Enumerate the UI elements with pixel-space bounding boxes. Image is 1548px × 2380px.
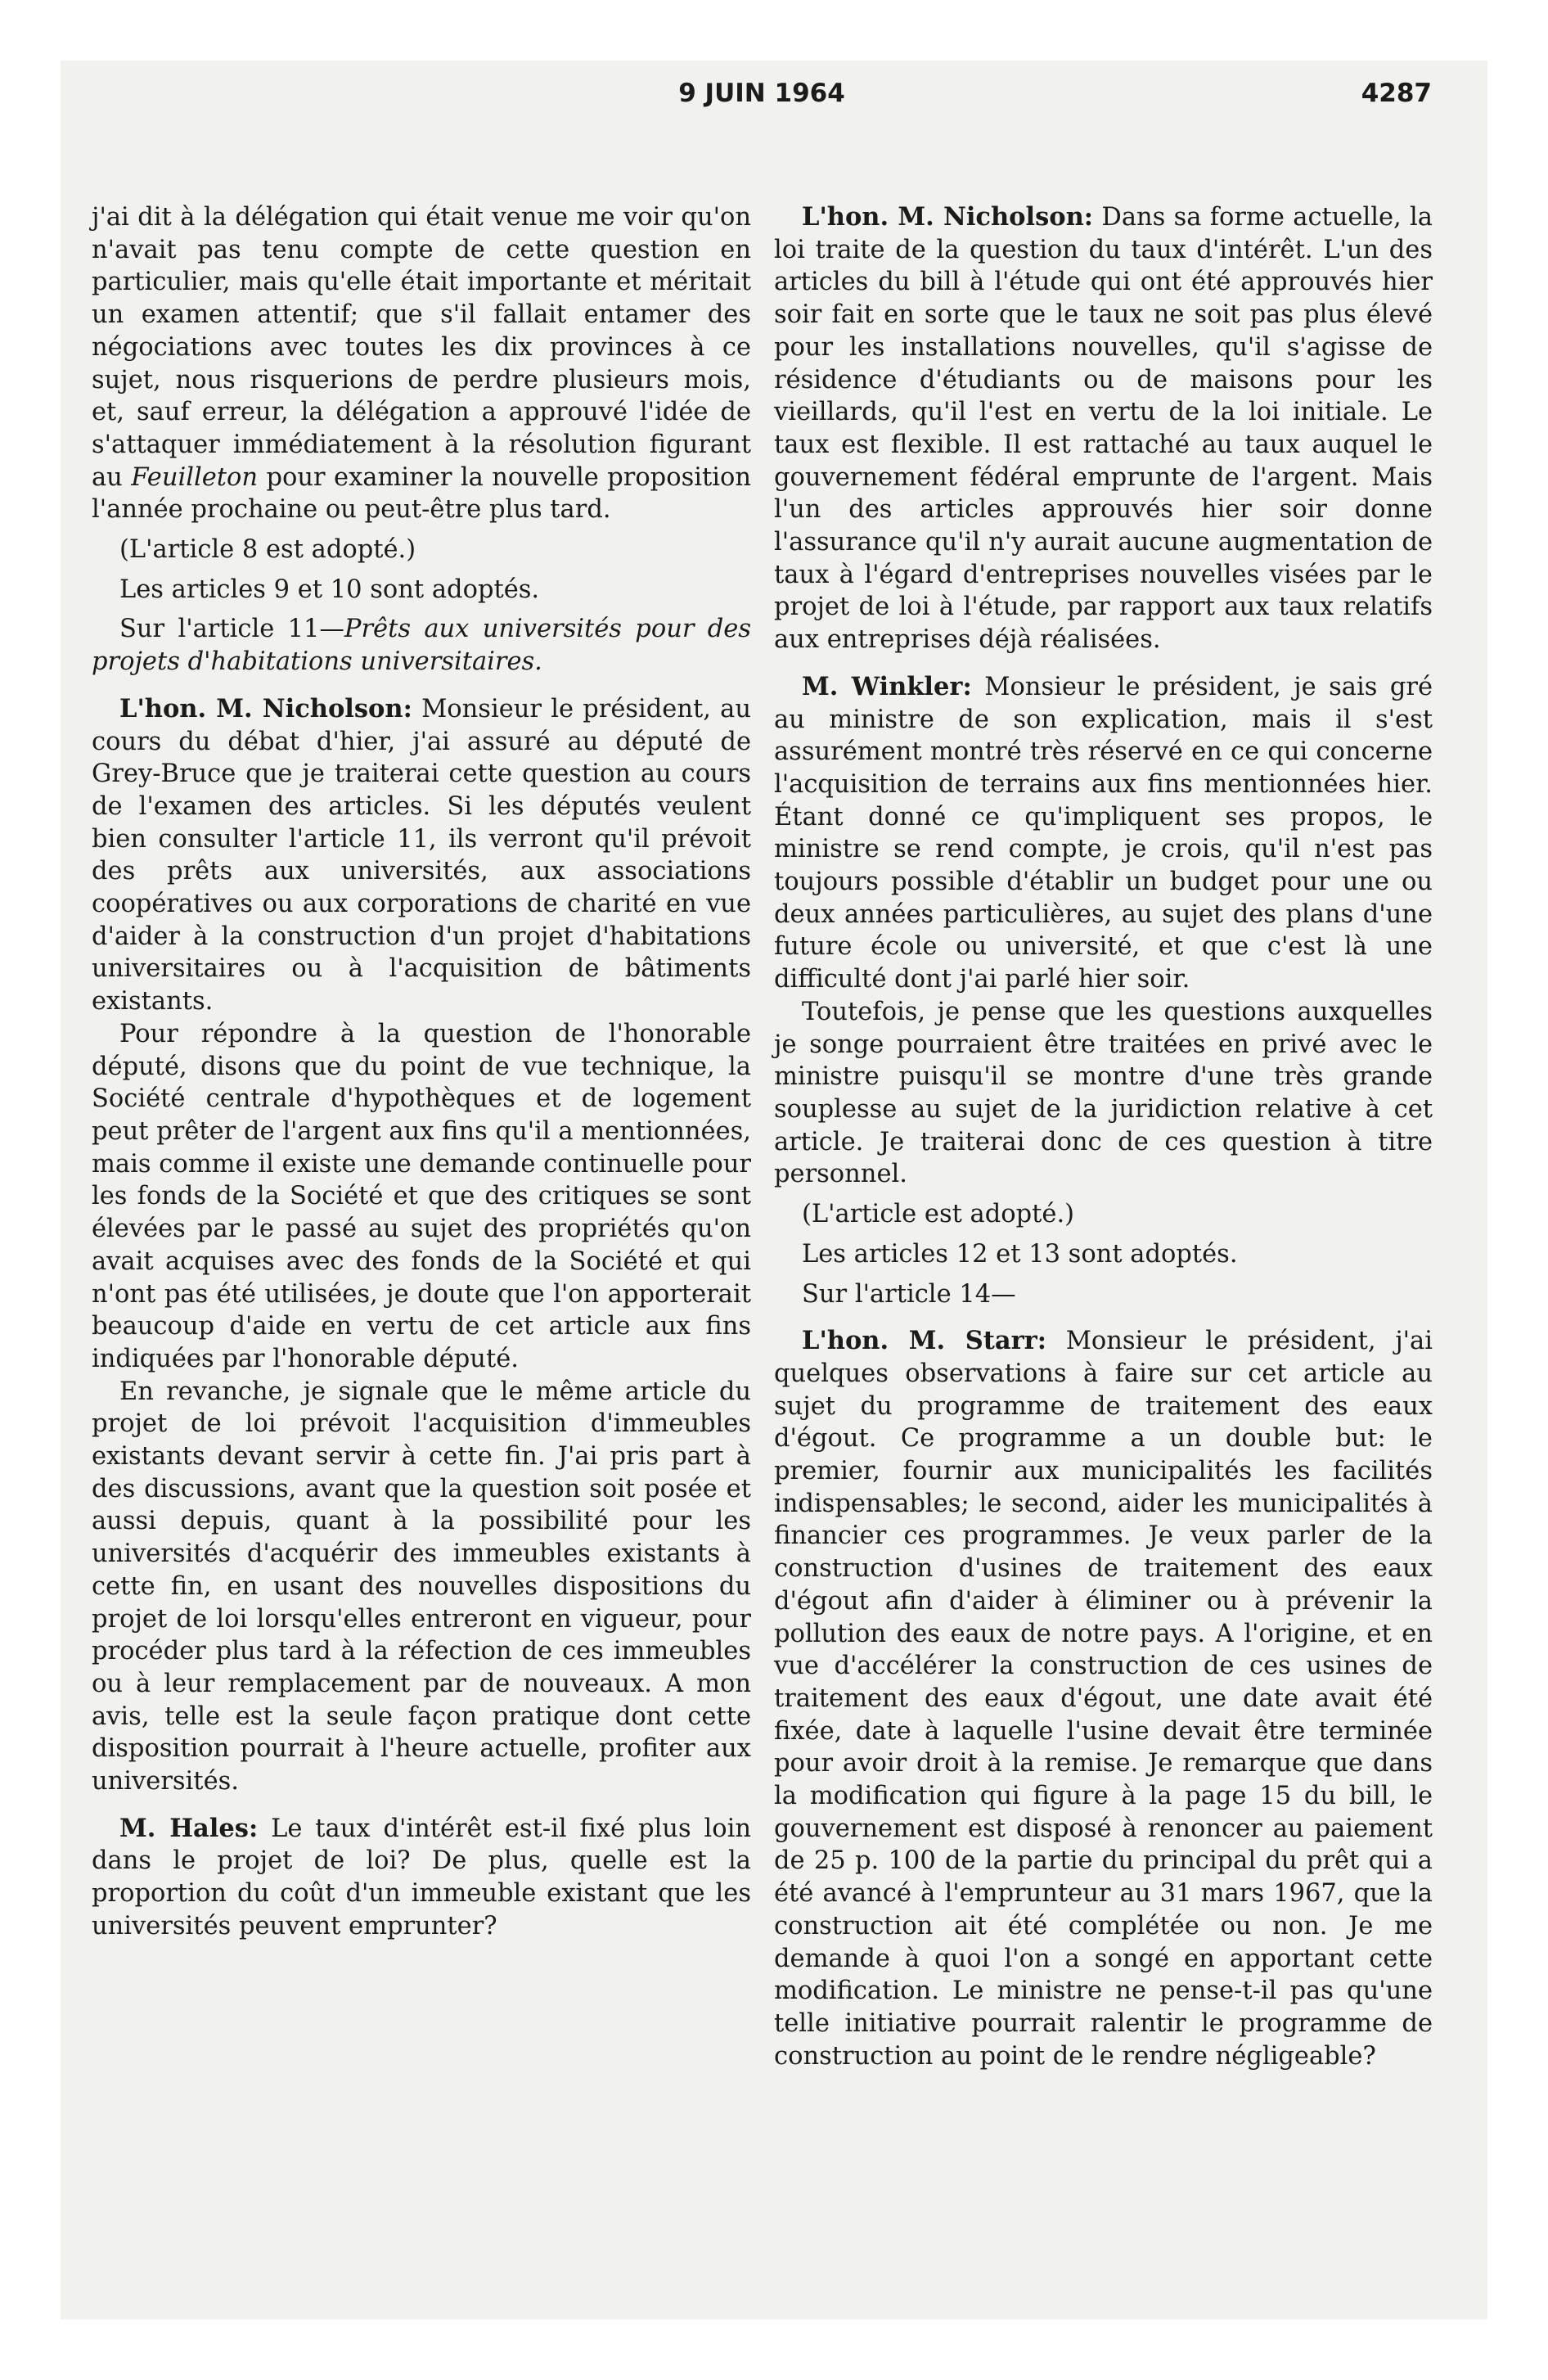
paragraph: En revanche, je signale que le même article du projet de loi prévoit l'acquisition d'immeubles existants devant servir à cette fin. J'ai pris part à des discussions, avant que la question soit posée et aussi depuis, quant à la possibilité pour les universités d'acquérir des immeubles existants à cette fin, en usant des nouvelles dispositions du projet de loi lorsqu'elles entreront en vigueur, pour procéder plus tard à la réfection de ces immeubles ou à leur remplacement par de nouveaux. A mon avis, telle est la seule façon pratique dont cette disposition pourrait à l'heure actuelle, profiter aux universités. (92, 1377, 751, 1796)
page-header (92, 79, 1432, 119)
left-column (92, 201, 751, 1943)
speaker-name: M. Hales: (119, 1813, 259, 1843)
paragraph-text: Monsieur le président, j'ai quelques observations à faire sur cet article au sujet du programme de traitement des eaux d'égout. Ce programme a un double but: le premier, fournir aux municipalités les facilités indispensables; le second, aider les municipalités à financier ces programmes. Je veux parler de la construction d'usines de traitement des eaux d'égout afin d'aider à éliminer ou à prévenir la pollution des eaux de notre pays. A l'origine, et en vue d'accélérer la construction de ces usines de traitement des eaux d'égout, une date avait été fixée, date à laquelle l'usine devait être terminée pour avoir droit à la remise. Je remarque que dans la modification qui figure à la page 15 du bill, le gouvernement est disposé à renoncer au paiement de 25 p. 100 de la partie du principal du prêt qui a été avancé à l'emprunteur au 31 mars 1967, que la construction ait été complétée ou non. Je me demande à quoi l'on a songé en apportant cette modification. Le ministre ne pense-t-il pas qu'une telle initiative pourrait ralentir le programme de construction au point de le rendre négligeable? (774, 1327, 1433, 2071)
speaker-name: L'hon. M. Nicholson: (119, 693, 412, 723)
paragraph-text: Sur l'article 11— (119, 615, 344, 644)
right-column (774, 201, 1433, 2072)
italic-title: Feuilleton (131, 462, 259, 492)
page-number: 4287 (1361, 79, 1432, 108)
paragraph (774, 1325, 1433, 2072)
paragraph: (L'article 8 est adopté.) (119, 535, 416, 565)
paragraph-text: Le taux d'intérêt est-il fixé plus loin dans le projet de loi? De plus, quelle est la proportion du coût d'un immeuble existant que les universités peuvent emprunter? (92, 1814, 752, 1941)
paragraph: Pour répondre à la question de l'honorable député, disons que du point de vue technique, la Société centrale d'hypothèques et de logement peut prêter de l'argent aux fins qu'il a mentionnées, mais comme il existe une demande continuelle pour les fonds de la Société et que des critiques se sont élevées par le passé au sujet des propriétés qu'on avait acquises avec des fonds de la Société et qui n'ont pas été utilisées, je doute que l'on apporterait beaucoup d'aide en vertu de cet article aux fins indiquées par l'honorable député. (92, 1019, 751, 1373)
paragraph-text: j'ai dit à la délégation qui était venue me voir qu'on n'avait pas tenu compte de cette question en particulier, mais qu'elle était importante et méritait un examen attentif; que s'il fallait entamer des négociations avec toutes les dix provinces à ce sujet, nous risquerions de perdre plusieurs mois, et, sauf erreur, la délégation a approuvé l'idée de s'attaquer immédiatement à la résolution figurant au (92, 203, 751, 492)
paragraph: Sur l'article 14— (802, 1279, 1016, 1309)
paragraph (92, 693, 751, 1018)
speaker-name: L'hon. M. Starr: (802, 1326, 1046, 1356)
paragraph (92, 613, 751, 678)
paragraph (92, 1813, 751, 1943)
header-date: 9 JUIN 1964 (678, 79, 845, 108)
paragraph: Les articles 9 et 10 sont adoptés. (119, 575, 540, 604)
paragraph (774, 671, 1433, 996)
paragraph: (L'article est adopté.) (802, 1200, 1075, 1229)
paragraph: Les articles 12 et 13 sont adoptés. (802, 1239, 1238, 1269)
paragraph: Toutefois, je pense que les questions auxquelles je songe pourraient être traitées en privé avec le ministre puisqu'il se montre d'une très grande souplesse au sujet de la juridiction relative à cet article. Je traiterai donc de ces question à titre personnel. (774, 997, 1433, 1189)
paragraph-text: Monsieur le président, au cours du débat d'hier, j'ai assuré au député de Grey-Bruce que je traiterai cette question au cours de l'examen des articles. Si les députés veulent bien consulter l'article 11, ils verront qu'il prévoit des prêts aux universités, aux associations coopératives ou aux corporations de charité en vue d'aider à la construction d'un projet d'habitations universitaires ou à l'acquisition de bâtiments existants. (92, 694, 751, 1016)
paragraph-text: Monsieur le président, je sais gré au ministre de son explication, mais il s'est assurément montré très réservé en ce qui concerne l'acquisition de terrains aux fins mentionnées hier. Étant donné ce qu'impliquent ses propos, le ministre se rend compte, je crois, qu'il n'est pas toujours possible d'établir un budget pour une ou deux années particulières, au sujet des plans d'une future école ou université, et que c'est là une difficulté dont j'ai parlé hier soir. (774, 672, 1433, 994)
paragraph (774, 201, 1433, 656)
paragraph (92, 201, 751, 526)
speaker-name: M. Winkler: (802, 671, 972, 701)
paragraph-text: Dans sa forme actuelle, la loi traite de la question du taux d'intérêt. L'un des articles du bill à l'étude qui ont été approuvés hier soir fait en sorte que le taux ne soit pas plus élevé pour les installations nouvelles, qu'il s'agisse de résidence d'étudiants ou de maisons pour les vieillards, qu'il l'est en vertu de la loi initiale. Le taux est flexible. Il est rattaché au taux auquel le gouvernement fédéral emprunte de l'argent. Mais l'un des articles approuvés hier soir donne l'assurance qu'il n'y aurait aucune augmentation de taux à l'égard d'entreprises nouvelles visées par le projet de loi à l'étude, par rapport aux taux relatifs aux entreprises déjà réalisées. (774, 203, 1433, 655)
italic-title: Prêts aux universités pour des projets d'habitations universitaires. (92, 615, 751, 677)
paragraph-text: pour examiner la nouvelle proposition l'année prochaine ou peut-être plus tard. (92, 462, 751, 525)
speaker-name: L'hon. M. Nicholson: (802, 202, 1094, 232)
